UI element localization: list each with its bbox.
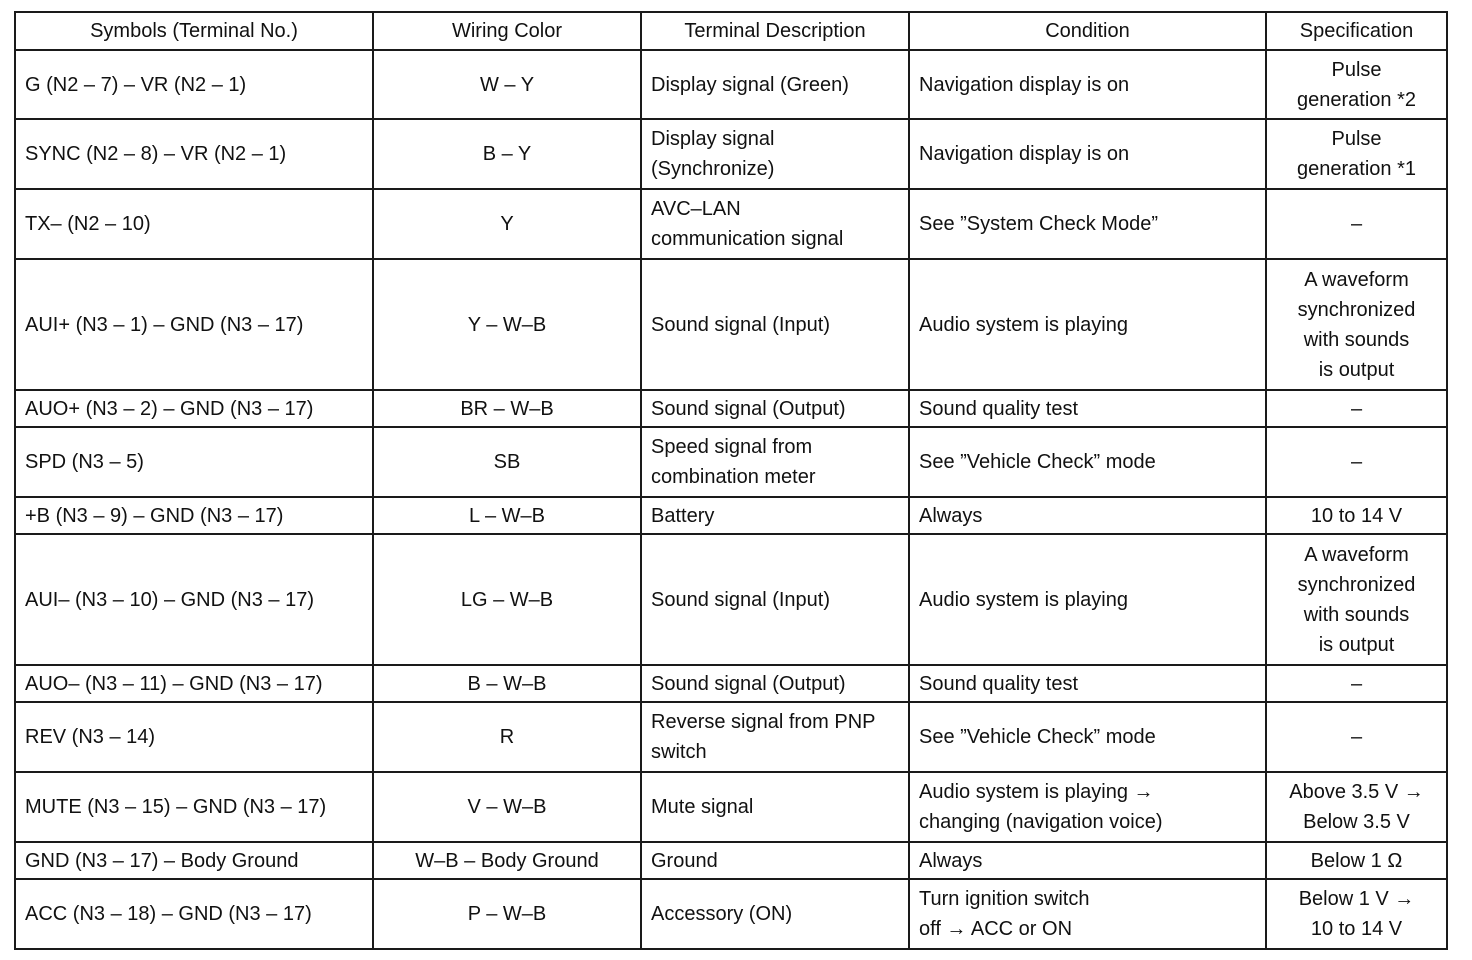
cell-description: AVC–LAN communication signal (641, 189, 909, 259)
cell-description: Ground (641, 842, 909, 879)
cell-specification: 10 to 14 V (1266, 497, 1447, 534)
cell-wiring-color: W–B – Body Ground (373, 842, 641, 879)
cell-description: Sound signal (Output) (641, 665, 909, 702)
cell-description: Mute signal (641, 772, 909, 842)
cell-symbol: TX– (N2 – 10) (15, 189, 373, 259)
cell-condition: Always (909, 842, 1266, 879)
cell-description: Display signal (Green) (641, 50, 909, 119)
cell-wiring-color: L – W–B (373, 497, 641, 534)
table-row (15, 534, 1447, 665)
header-specification: Specification (1266, 12, 1447, 50)
table-row (15, 50, 1447, 119)
cell-wiring-color: R (373, 702, 641, 772)
cell-condition: See ”Vehicle Check” mode (909, 702, 1266, 772)
cell-symbol: SYNC (N2 – 8) – VR (N2 – 1) (15, 119, 373, 189)
header-symbols: Symbols (Terminal No.) (15, 12, 373, 50)
cell-symbol: SPD (N3 – 5) (15, 427, 373, 497)
cell-specification: Above 3.5 V → Below 3.5 V (1266, 772, 1447, 842)
cell-wiring-color: B – Y (373, 119, 641, 189)
cell-condition: Turn ignition switch off → ACC or ON (909, 879, 1266, 949)
header-condition: Condition (909, 12, 1266, 50)
cell-condition: See ”System Check Mode” (909, 189, 1266, 259)
cell-specification: Below 1 Ω (1266, 842, 1447, 879)
table-row (15, 879, 1447, 949)
table-body (15, 50, 1447, 949)
cell-symbol: GND (N3 – 17) – Body Ground (15, 842, 373, 879)
cell-symbol: AUO– (N3 – 11) – GND (N3 – 17) (15, 665, 373, 702)
cell-description: Sound signal (Output) (641, 390, 909, 427)
cell-specification: – (1266, 702, 1447, 772)
table-row (15, 665, 1447, 702)
table-row (15, 427, 1447, 497)
cell-symbol: G (N2 – 7) – VR (N2 – 1) (15, 50, 373, 119)
cell-wiring-color: B – W–B (373, 665, 641, 702)
table-row (15, 842, 1447, 879)
cell-description: Battery (641, 497, 909, 534)
cell-wiring-color: P – W–B (373, 879, 641, 949)
cell-specification: Pulse generation *1 (1266, 119, 1447, 189)
cell-condition: Navigation display is on (909, 119, 1266, 189)
cell-specification: – (1266, 665, 1447, 702)
header-terminal-description: Terminal Description (641, 12, 909, 50)
cell-symbol: AUI– (N3 – 10) – GND (N3 – 17) (15, 534, 373, 665)
cell-condition: Sound quality test (909, 665, 1266, 702)
cell-specification: – (1266, 427, 1447, 497)
cell-condition: Always (909, 497, 1266, 534)
cell-wiring-color: W – Y (373, 50, 641, 119)
cell-symbol: REV (N3 – 14) (15, 702, 373, 772)
cell-condition: See ”Vehicle Check” mode (909, 427, 1266, 497)
cell-specification: – (1266, 189, 1447, 259)
cell-symbol: +B (N3 – 9) – GND (N3 – 17) (15, 497, 373, 534)
header-row (15, 12, 1447, 50)
table-row (15, 259, 1447, 390)
cell-specification: Pulse generation *2 (1266, 50, 1447, 119)
cell-symbol: AUI+ (N3 – 1) – GND (N3 – 17) (15, 259, 373, 390)
cell-symbol: MUTE (N3 – 15) – GND (N3 – 17) (15, 772, 373, 842)
cell-condition: Sound quality test (909, 390, 1266, 427)
cell-description: Reverse signal from PNP switch (641, 702, 909, 772)
table-row (15, 189, 1447, 259)
cell-symbol: ACC (N3 – 18) – GND (N3 – 17) (15, 879, 373, 949)
cell-wiring-color: LG – W–B (373, 534, 641, 665)
cell-specification: A waveform synchronized with sounds is output (1266, 259, 1447, 390)
cell-description: Sound signal (Input) (641, 534, 909, 665)
cell-condition: Navigation display is on (909, 50, 1266, 119)
cell-specification: – (1266, 390, 1447, 427)
cell-description: Speed signal from combination meter (641, 427, 909, 497)
table-row (15, 119, 1447, 189)
table-row (15, 390, 1447, 427)
cell-description: Display signal (Synchronize) (641, 119, 909, 189)
table-row (15, 497, 1447, 534)
table-row (15, 772, 1447, 842)
cell-wiring-color: SB (373, 427, 641, 497)
cell-condition: Audio system is playing → changing (navigation voice) (909, 772, 1266, 842)
cell-condition: Audio system is playing (909, 259, 1266, 390)
cell-wiring-color: Y – W–B (373, 259, 641, 390)
cell-wiring-color: BR – W–B (373, 390, 641, 427)
terminal-spec-table (14, 11, 1448, 950)
cell-wiring-color: Y (373, 189, 641, 259)
cell-description: Sound signal (Input) (641, 259, 909, 390)
cell-specification: A waveform synchronized with sounds is output (1266, 534, 1447, 665)
cell-specification: Below 1 V → 10 to 14 V (1266, 879, 1447, 949)
cell-symbol: AUO+ (N3 – 2) – GND (N3 – 17) (15, 390, 373, 427)
cell-wiring-color: V – W–B (373, 772, 641, 842)
cell-condition: Audio system is playing (909, 534, 1266, 665)
table-row (15, 702, 1447, 772)
cell-description: Accessory (ON) (641, 879, 909, 949)
header-wiring-color: Wiring Color (373, 12, 641, 50)
